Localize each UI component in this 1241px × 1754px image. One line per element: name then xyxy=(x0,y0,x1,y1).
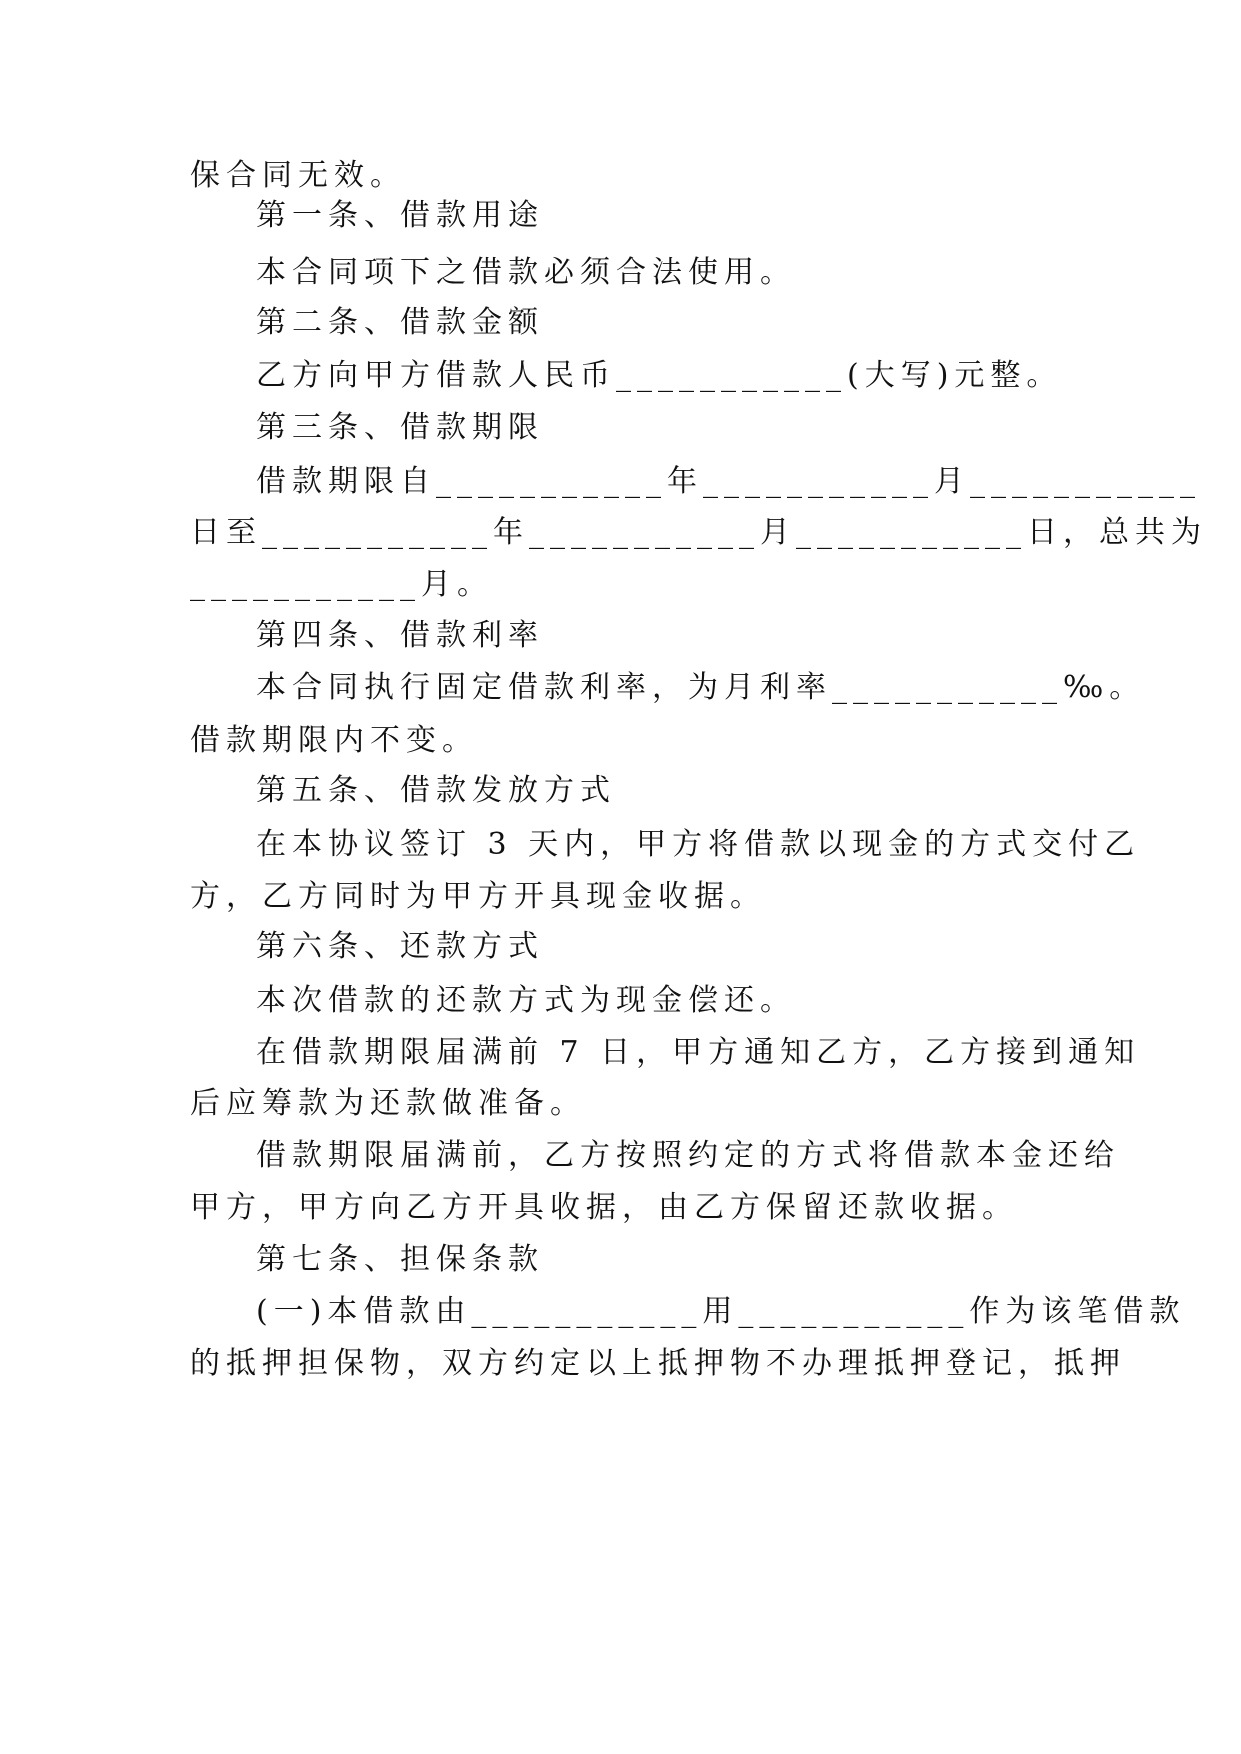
article-heading: 第三条、借款期限 xyxy=(256,410,544,445)
text-line: 借款期限届满前，乙方按照约定的方式将借款本金还给 xyxy=(256,1138,1120,1173)
text-line: ___________月。 xyxy=(190,567,493,602)
article-heading: 第七条、担保条款 xyxy=(256,1242,544,1277)
article-heading: 第六条、还款方式 xyxy=(256,929,544,964)
text-line: 本次借款的还款方式为现金偿还。 xyxy=(256,983,796,1018)
text-line: 后应筹款为还款做准备。 xyxy=(190,1086,586,1121)
article-heading: 第四条、借款利率 xyxy=(256,618,544,653)
article-heading: 第二条、借款金额 xyxy=(256,305,544,340)
text-line: 借款期限自___________年___________月___________ xyxy=(256,464,1201,499)
text-line: 的抵押担保物，双方约定以上抵押物不办理抵押登记，抵押 xyxy=(190,1346,1126,1381)
article-heading: 第一条、借款用途 xyxy=(256,198,544,233)
text-line: 甲方，甲方向乙方开具收据，由乙方保留还款收据。 xyxy=(190,1190,1018,1225)
text-line: 在本协议签订 3 天内，甲方将借款以现金的方式交付乙 xyxy=(256,827,1141,862)
text-line: 保合同无效。 xyxy=(190,158,406,193)
text-line: 在借款期限届满前 7 日，甲方通知乙方，乙方接到通知 xyxy=(256,1035,1141,1070)
text-line: 日至___________年___________月___________日，总共为 xyxy=(190,515,1207,550)
text-line: 本合同执行固定借款利率，为月利率___________‰。 xyxy=(256,670,1146,705)
text-line: 方，乙方同时为甲方开具现金收据。 xyxy=(190,879,766,914)
text-line: (一)本借款由___________用___________作为该笔借款 xyxy=(256,1294,1186,1329)
article-heading: 第五条、借款发放方式 xyxy=(256,773,616,808)
text-line: 乙方向甲方借款人民币___________(大写)元整。 xyxy=(256,358,1063,393)
text-line: 本合同项下之借款必须合法使用。 xyxy=(256,255,796,290)
text-line: 借款期限内不变。 xyxy=(190,723,478,758)
